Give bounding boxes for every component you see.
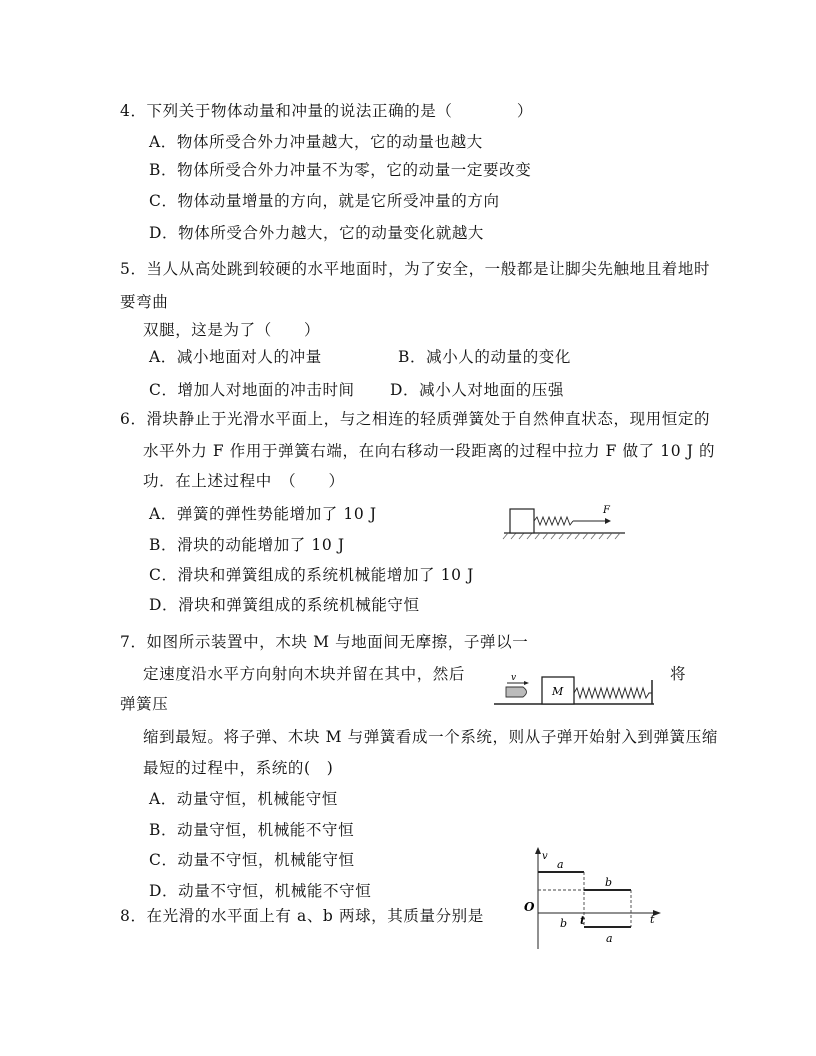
q5-stem-line1: 5．当人从高处跳到较硬的水平地面时，为了安全，一般都是让脚尖先触地且着地时 — [120, 260, 711, 278]
q6-option-b: B．滑块的动能增加了 10 J — [149, 536, 345, 554]
q6-stem-line2: 水平外力 F 作用于弹簧右端，在向右移动一段距离的过程中拉力 F 做了 10 J 的 — [143, 442, 716, 460]
q4-option-b: B．物体所受合外力冲量不为零，它的动量一定要改变 — [149, 161, 532, 179]
q6-stem-line1: 6．滑块静止于光滑水平面上，与之相连的轻质弹簧处于自然伸直状态，现用恒定的 — [120, 410, 711, 428]
q7-stem-line2-end: 将 — [670, 665, 687, 683]
q5-option-d: D．减小人对地面的压强 — [390, 381, 565, 399]
q7-option-b: B．动量守恒，机械能不守恒 — [149, 821, 355, 839]
q8-t-axis-label: t — [650, 913, 655, 926]
q7-stem-line1: 7．如图所示装置中，木块 M 与地面间无摩擦，子弹以一 — [120, 633, 529, 651]
q8-a-bottom-label: a — [606, 932, 613, 945]
q7-stem-line4: 缩到最短。将子弹、木块 M 与弹簧看成一个系统，则从子弹开始射入到弹簧压缩 — [143, 728, 718, 746]
q8-t0-label: t — [580, 914, 586, 927]
q7-bullet-block-figure — [490, 664, 660, 710]
q4-option-c: C．物体动量增量的方向，就是它所受冲量的方向 — [149, 192, 500, 210]
q5-option-a: A．减小地面对人的冲量 — [149, 348, 322, 366]
q8-velocity-time-graph — [520, 845, 670, 953]
q6-spring-block-figure — [502, 500, 627, 540]
q7-velocity-label: v — [511, 673, 517, 683]
q7-option-c: C．动量不守恒，机械能守恒 — [149, 851, 355, 869]
q5-stem-line2: 要弯曲 — [120, 293, 169, 311]
q6-option-c: C．滑块和弹簧组成的系统机械能增加了 10 J — [149, 566, 474, 584]
q7-option-a: A．动量守恒，机械能守恒 — [149, 790, 338, 808]
q8-b-top-label: b — [605, 876, 613, 889]
q8-b-bottom-label: b — [560, 917, 568, 930]
q6-force-label: F — [603, 505, 610, 516]
q4-option-a: A．物体所受合外力冲量越大，它的动量也越大 — [149, 133, 483, 151]
q7-stem-line2: 定速度沿水平方向射向木块并留在其中，然后 — [143, 665, 466, 683]
q7-stem-line5: 最短的过程中，系统的( ) — [143, 759, 334, 777]
q7-block-label: M — [552, 685, 564, 698]
q8-v-axis-label: v — [542, 851, 548, 862]
q4-stem: 4．下列关于物体动量和冲量的说法正确的是（ ） — [120, 102, 533, 120]
q6-option-a: A．弹簧的弹性势能增加了 10 J — [149, 505, 377, 523]
q5-option-b: B．减小人的动量的变化 — [398, 348, 571, 366]
q4-option-d: D．物体所受合外力越大，它的动量变化就越大 — [149, 224, 485, 242]
q8-stem-line1: 8．在光滑的水平面上有 a、b 两球，其质量分别是 — [120, 907, 484, 925]
q5-stem-line3: 双腿，这是为了（ ） — [143, 321, 321, 339]
q5-option-c: C．增加人对地面的冲击时间 — [149, 381, 355, 399]
q6-stem-line3: 功．在上述过程中 （ ） — [143, 472, 345, 490]
q7-option-d: D．动量不守恒，机械能不守恒 — [149, 882, 372, 900]
q8-a-top-label: a — [557, 858, 564, 871]
q7-stem-line3: 弹簧压 — [120, 695, 169, 713]
q8-origin-label: O — [524, 900, 535, 914]
q6-option-d: D．滑块和弹簧组成的系统机械能守恒 — [149, 596, 420, 614]
